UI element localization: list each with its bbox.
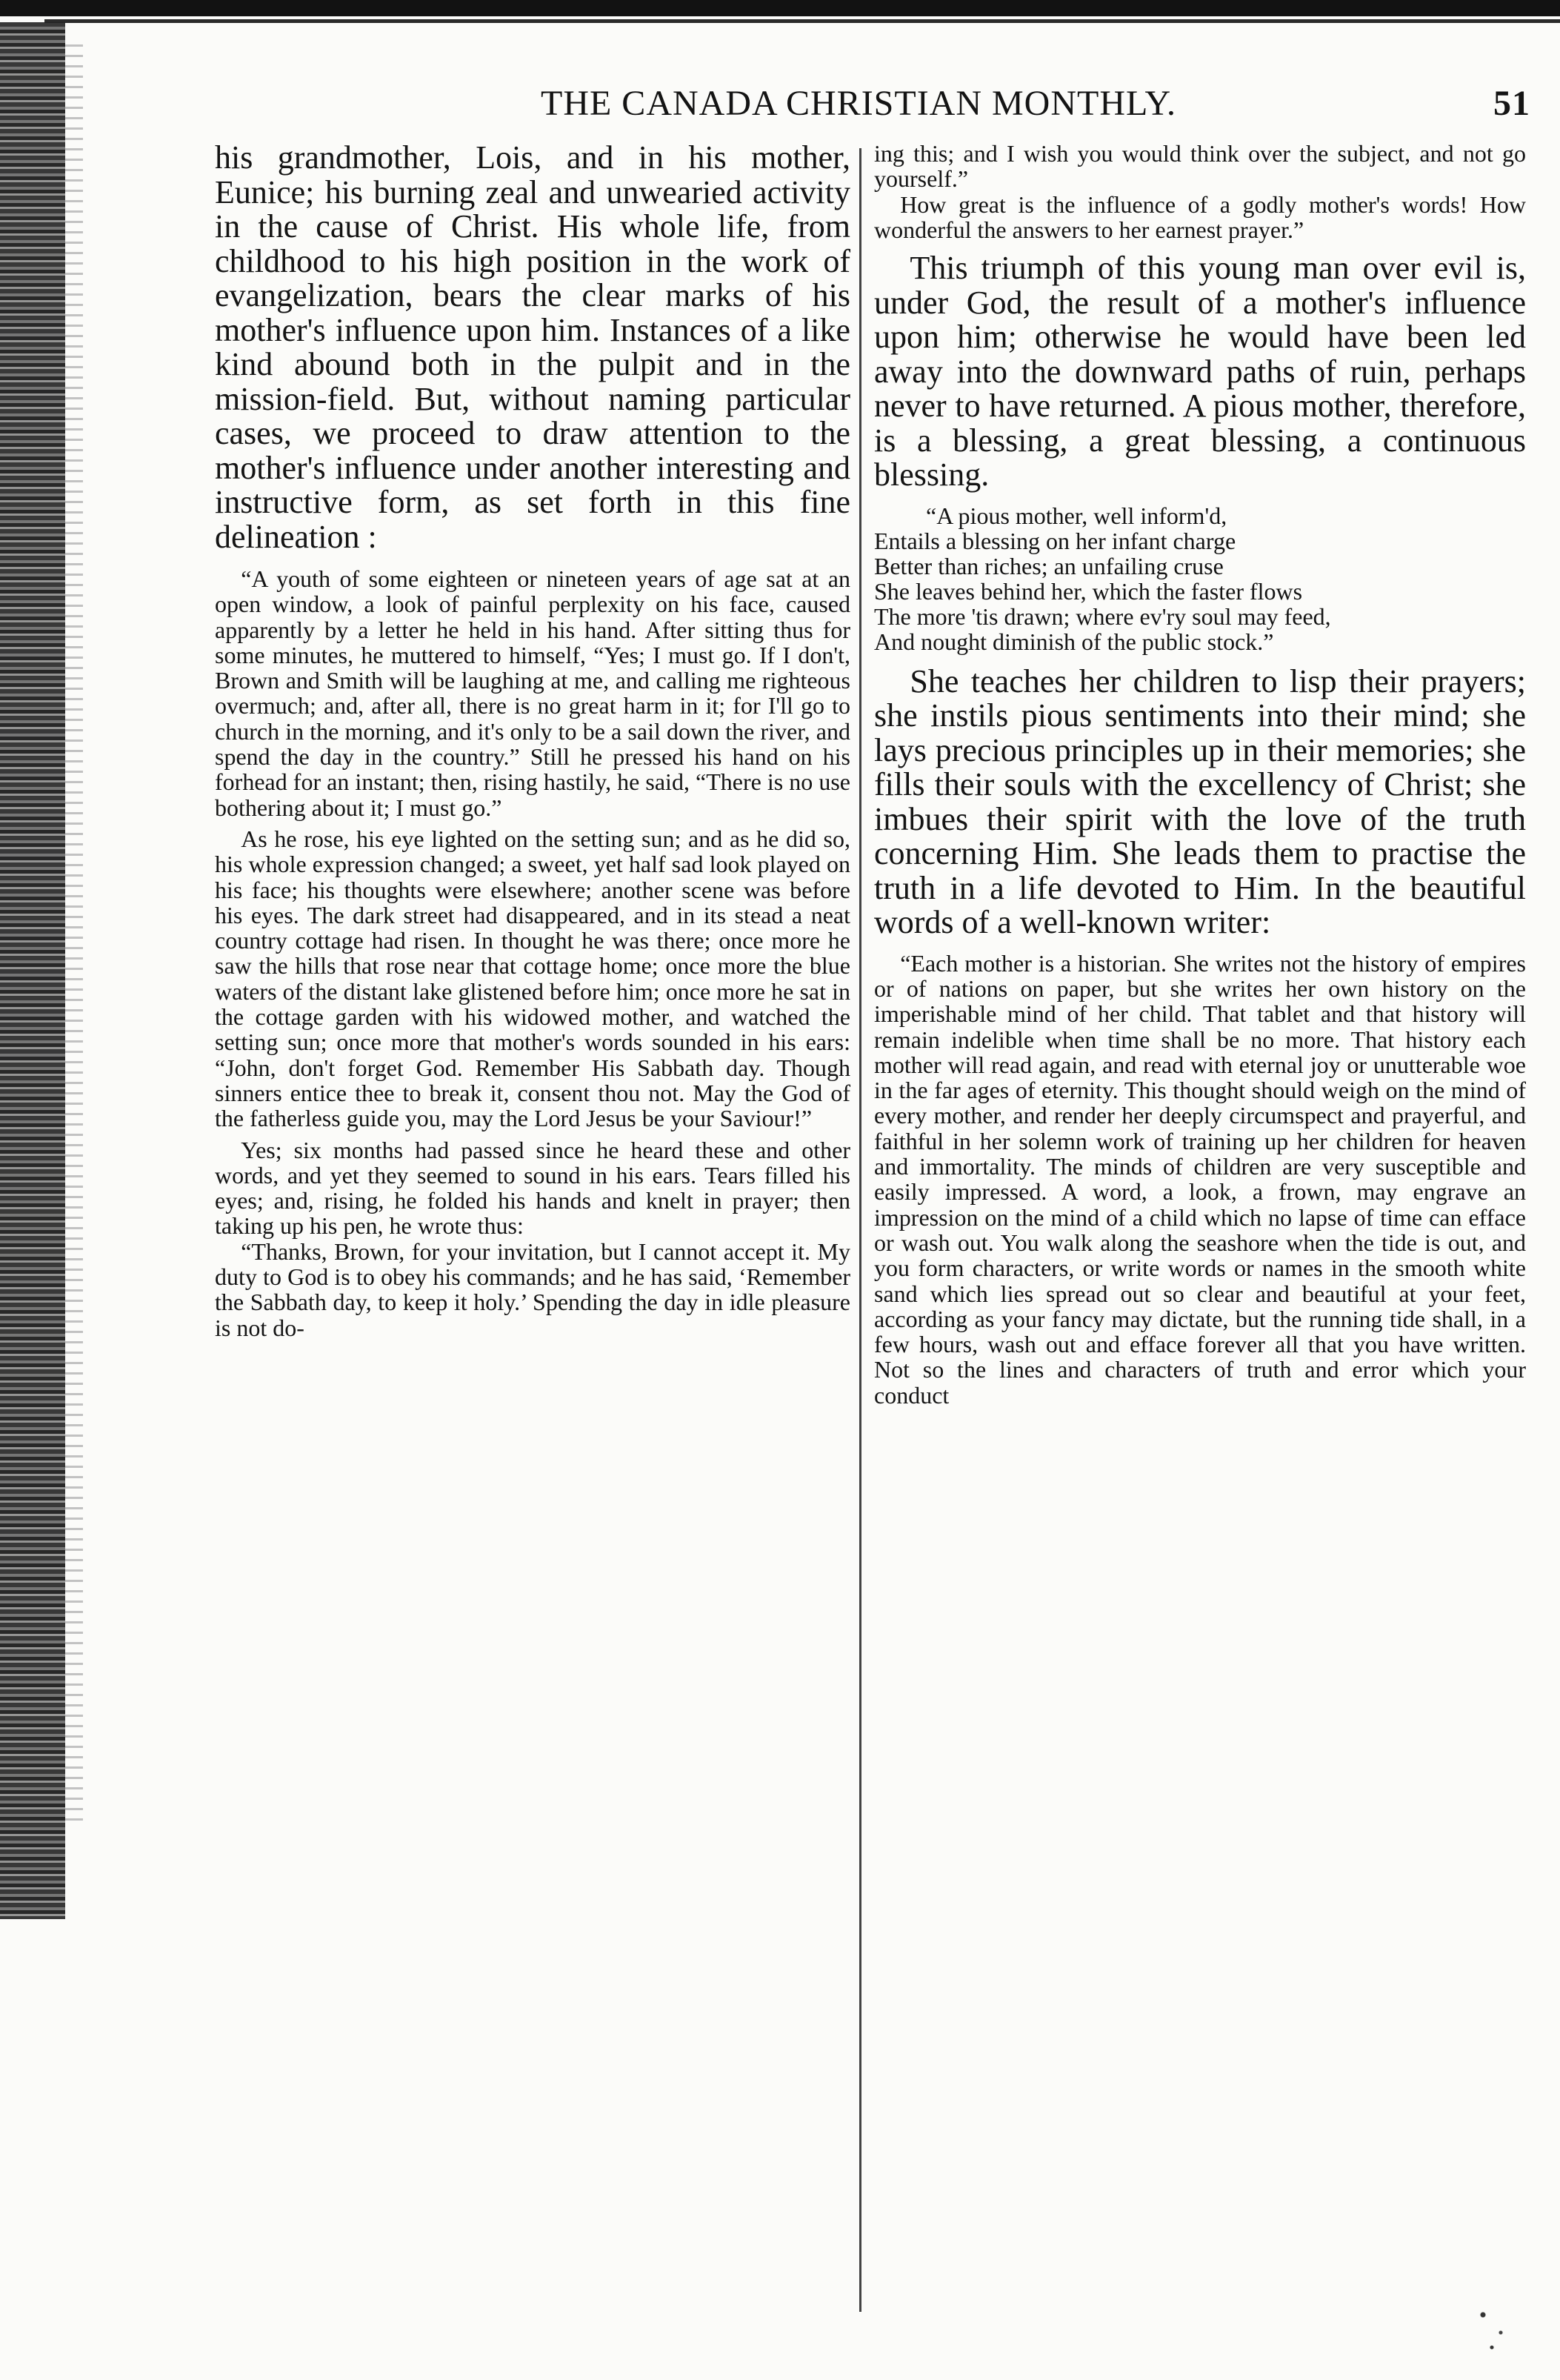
poem-line: Better than riches; an unfailing cruse <box>874 552 1224 579</box>
story-ending: ing this; and I wish you would think over the subject, and not go yourself.” <box>874 140 1526 193</box>
story-paragraph-3: Yes; six months had passed since he heard these and other words, and yet they seemed to sound in his ears. Tears filled his eyes; and, rising, he folded his hands and knelt in prayer; then taking up his pen, he wrote thus: <box>215 1136 850 1240</box>
page-number: 51 <box>1493 84 1530 123</box>
story-closing: How great is the influence of a godly mother's words! How wonderful the answers to her earnest prayer.” <box>874 190 1526 243</box>
triumph-paragraph: This triumph of this young man over evil is, under God, the result of a mother's influence upon him; otherwise he would have been led away into the downward paths of ruin, perhaps never to have returned. A pious mother, therefore, is a blessing, a great blessing, a continuous blessing. <box>874 250 1526 493</box>
journal-title: THE CANADA CHRISTIAN MONTHLY. <box>541 84 1176 123</box>
teaching-paragraph: She teaches her children to lisp their prayers; she instils pious sentiments into their mind; she lays precious principles up in their memories; she fills their souls with the excellency of Christ; she imbues their spirit with the love of the truth concerning Him. She leads them to practise the truth in a life devoted to Him. In the beautiful words of a well-known writer: <box>874 662 1526 941</box>
story-paragraph-2: As he rose, his eye lighted on the setting sun; and as he did so, his whole expression changed; a sweet, yet half sad look played on his face; his thoughts were elsewhere; another scene was before his eyes. The dark street had disappeared, and in its stead a neat country cottage had risen. In thought he was there; once more he saw the hills that rose near that cottage home; once more the blue waters of the distant lake glistened before him; once more he sat in the cottage garden with his widowed mother, and watched the setting sun; once more that mother's words sounded in his ears: “John, don't forget God. Remember His Sabbath day. Though sinners entice thee to break it, consent thou not. May the God of the fatherless guide you, may the Lord Jesus be your Saviour!” <box>215 825 850 1132</box>
poem-line: “A pious mother, well inform'd, <box>926 502 1227 529</box>
poem-line: And nought diminish of the public stock.” <box>874 628 1274 655</box>
column-divider <box>859 148 861 2312</box>
left-column <box>215 141 850 1340</box>
story-paragraph-1: “A youth of some eighteen or nineteen years of age sat at an open window, a look of painful perplexity on his face, caused apparently by a letter he held in his hand. After sitting thus for some minutes, he muttered to himself, “Yes; I must go. If I don't, Brown and Smith will be laughing at me, and calling me righteous overmuch; and, after all, there is no great harm in it; for I'll go to church in the morning, and it's only to be a sail down the river, and spend the day in the country.” Still he pressed his hand on his forhead for an instant; then, rising hastily, he said, “There is no use bothering about it; I must go.” <box>215 565 850 821</box>
poem-line: The more 'tis drawn; where ev'ry soul may feed, <box>874 602 1331 630</box>
top-border-rule-thin <box>44 19 1560 23</box>
binding-edge-shadow <box>65 44 83 1823</box>
poem-line: Entails a blessing on her infant charge <box>874 527 1236 554</box>
top-border-rule <box>0 0 1560 16</box>
running-header <box>170 76 1538 127</box>
historian-quotation: “Each mother is a historian. She writes not the history of empires or of nations on paper, but she writes her own history on the imperishable mind of her child. That tablet and that history will remain indelible when time shall be no more. That history each mother will read again, and read with eternal joy or unutterable woe in the far ages of eternity. This thought should weigh on the mind of every mother, and render her deeply circumspect and prayerful, and faithful in her solemn work of training up her children for heaven and immortality. The minds of children are very susceptible and easily impressed. A word, a look, a frown, may engrave an impression on the mind of a child which no lapse of time can efface or wash out. You walk along the seashore when the tide is out, and you form characters, or write words or names in the smooth white sand which lies spread out so clear and beautiful at your feet, according as your fancy may dictate, but the running tide shall, in a few hours, wash out and efface forever all that you have written. Not so the lines and characters of truth and error which your conduct <box>874 949 1526 1409</box>
intro-paragraph: his grandmother, Lois, and in his mother, Eunice; his burning zeal and unwearied activity in the cause of Christ. His whole life, from childhood to his high position in the work of evangelization, bears the clear marks of his mother's influence upon him. Instances of a like kind abound both in the pulpit and in the mission-field. But, without naming particular cases, we proceed to draw attention to the mother's influence under another interesting and instructive form, as set forth in this fine delineation : <box>215 139 850 555</box>
story-paragraph-4: “Thanks, Brown, for your invitation, but I cannot accept it. My duty to God is to obey his commands; and he has said, ‘Remember the Sabbath day, to keep it holy.’ Spending the day in idle pleasure is not do- <box>215 1237 850 1341</box>
binding-edge <box>0 22 65 1919</box>
poem-line: She leaves behind her, which the faster flows <box>874 577 1303 605</box>
print-specks <box>1474 2297 1519 2356</box>
right-column <box>874 141 1526 1408</box>
poem-quotation <box>874 503 1526 654</box>
